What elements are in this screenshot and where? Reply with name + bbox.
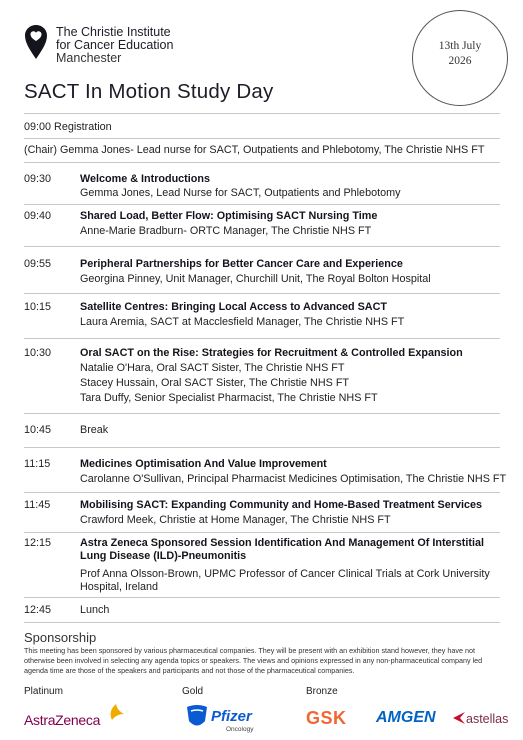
agenda-speaker: Anne-Marie Bradburn- ORTC Manager, The Christie NHS FT [80, 225, 372, 237]
heart-pin-icon [24, 24, 48, 60]
agenda-title: Lunch [80, 604, 110, 616]
divider [24, 113, 500, 114]
divider [24, 597, 500, 598]
agenda-title: Shared Load, Better Flow: Optimising SACT Nursing Time [80, 210, 378, 222]
page-title: SACT In Motion Study Day [24, 80, 274, 103]
agenda-title: Mobilising SACT: Expanding Community and Home-Based Treatment Services [80, 499, 482, 511]
agenda-speaker: Stacey Hussain, Oral SACT Sister, The Christie NHS FT [80, 377, 350, 389]
agenda-speaker: Crawford Meek, Christie at Home Manager, The Christie NHS FT [80, 514, 391, 526]
agenda-speaker: Natalie O'Hara, Oral SACT Sister, The Christie NHS FT [80, 362, 345, 374]
agenda-speaker: Laura Aremia, SACT at Macclesfield Manager, The Christie NHS FT [80, 316, 405, 328]
tier-label-bronze: Bronze [306, 686, 338, 697]
tier-label-platinum: Platinum [24, 686, 63, 697]
divider [24, 447, 500, 448]
divider [24, 138, 500, 139]
agenda-time: 12:45 [24, 604, 52, 616]
divider [24, 532, 500, 533]
divider [24, 162, 500, 163]
astellas-star-icon [451, 710, 467, 726]
astrazeneca-symbol-icon [106, 702, 126, 724]
agenda-speaker: Prof Anna Olsson-Brown, UPMC Professor of Cancer Clinical Trials at Cork University Hospital, Ireland [80, 568, 490, 593]
pfizer-oncology-label: Oncology [226, 726, 254, 733]
agenda-speaker: Tara Duffy, Senior Specialist Pharmacist, The Christie NHS FT [80, 392, 378, 404]
agenda-time: 10:45 [24, 424, 52, 436]
agenda-time: 12:15 [24, 537, 52, 549]
agenda-title: Medicines Optimisation And Value Improvement [80, 458, 327, 470]
pfizer-shield-icon [184, 703, 210, 731]
agenda-time: 10:15 [24, 301, 52, 313]
date-day: 13th July [438, 40, 482, 52]
agenda-time: 11:45 [24, 499, 51, 511]
agenda-time: 09:30 [24, 173, 52, 185]
tier-label-gold: Gold [182, 686, 204, 697]
agenda-speaker: Carolanne O'Sullivan, Principal Pharmacist Medicines Optimisation, The Christie NHS FT [80, 473, 507, 485]
institute-name-line1: The Christie Institute [56, 25, 171, 39]
sponsorship-heading: Sponsorship [24, 630, 97, 645]
astellas-logo: astellas [466, 712, 509, 726]
agenda-title: Break [80, 424, 109, 436]
sponsorship-disclaimer: This meeting has been sponsored by various pharmaceutical companies. They will be present with an exhibition stand however, they have not otherwise been involved in selecting any agenda topics or speakers. The views and opinions expressed in any non-pharmaceutical company led agenda time are those of the speakers and participants and not those of the pharmaceutical companies. [24, 646, 483, 675]
astrazeneca-logo: AstraZeneca [24, 712, 101, 728]
gsk-logo: GSK [306, 708, 347, 728]
institute-location: Manchester [56, 51, 122, 65]
agenda-time: 09:55 [24, 258, 52, 270]
agenda-title: Welcome & Introductions [80, 173, 210, 185]
amgen-logo: AMGEN [376, 709, 436, 726]
agenda-time: 11:15 [24, 458, 51, 470]
agenda-speaker: Gemma Jones, Lead Nurse for SACT, Outpatients and Phlebotomy [80, 187, 401, 199]
divider [24, 204, 500, 205]
agenda-title: Peripheral Partnerships for Better Cancer Care and Experience [80, 258, 403, 270]
agenda-title: Oral SACT on the Rise: Strategies for Recruitment & Controlled Expansion [80, 347, 463, 359]
divider [24, 492, 500, 493]
chair: (Chair) Gemma Jones- Lead nurse for SACT, Outpatients and Phlebotomy, The Christie NHS FT [24, 144, 485, 156]
agenda-time: 09:40 [24, 210, 52, 222]
divider [24, 246, 500, 247]
institute-name-line2: for Cancer Education [56, 38, 174, 52]
divider [24, 293, 500, 294]
agenda-title: Astra Zeneca Sponsored Session Identification And Management Of Interstitial Lung Disease (ILD)-Pneumonitis [80, 537, 484, 562]
agenda-speaker: Georgina Pinney, Unit Manager, Churchill Unit, The Royal Bolton Hospital [80, 273, 431, 285]
date-year: 2026 [448, 55, 472, 67]
registration: 09:00 Registration [24, 121, 112, 133]
divider [24, 622, 500, 623]
agenda-title: Satellite Centres: Bringing Local Access to Advanced SACT [80, 301, 387, 313]
divider [24, 338, 500, 339]
pfizer-logo: Pfizer [211, 708, 252, 725]
agenda-time: 10:30 [24, 347, 52, 359]
divider [24, 413, 500, 414]
